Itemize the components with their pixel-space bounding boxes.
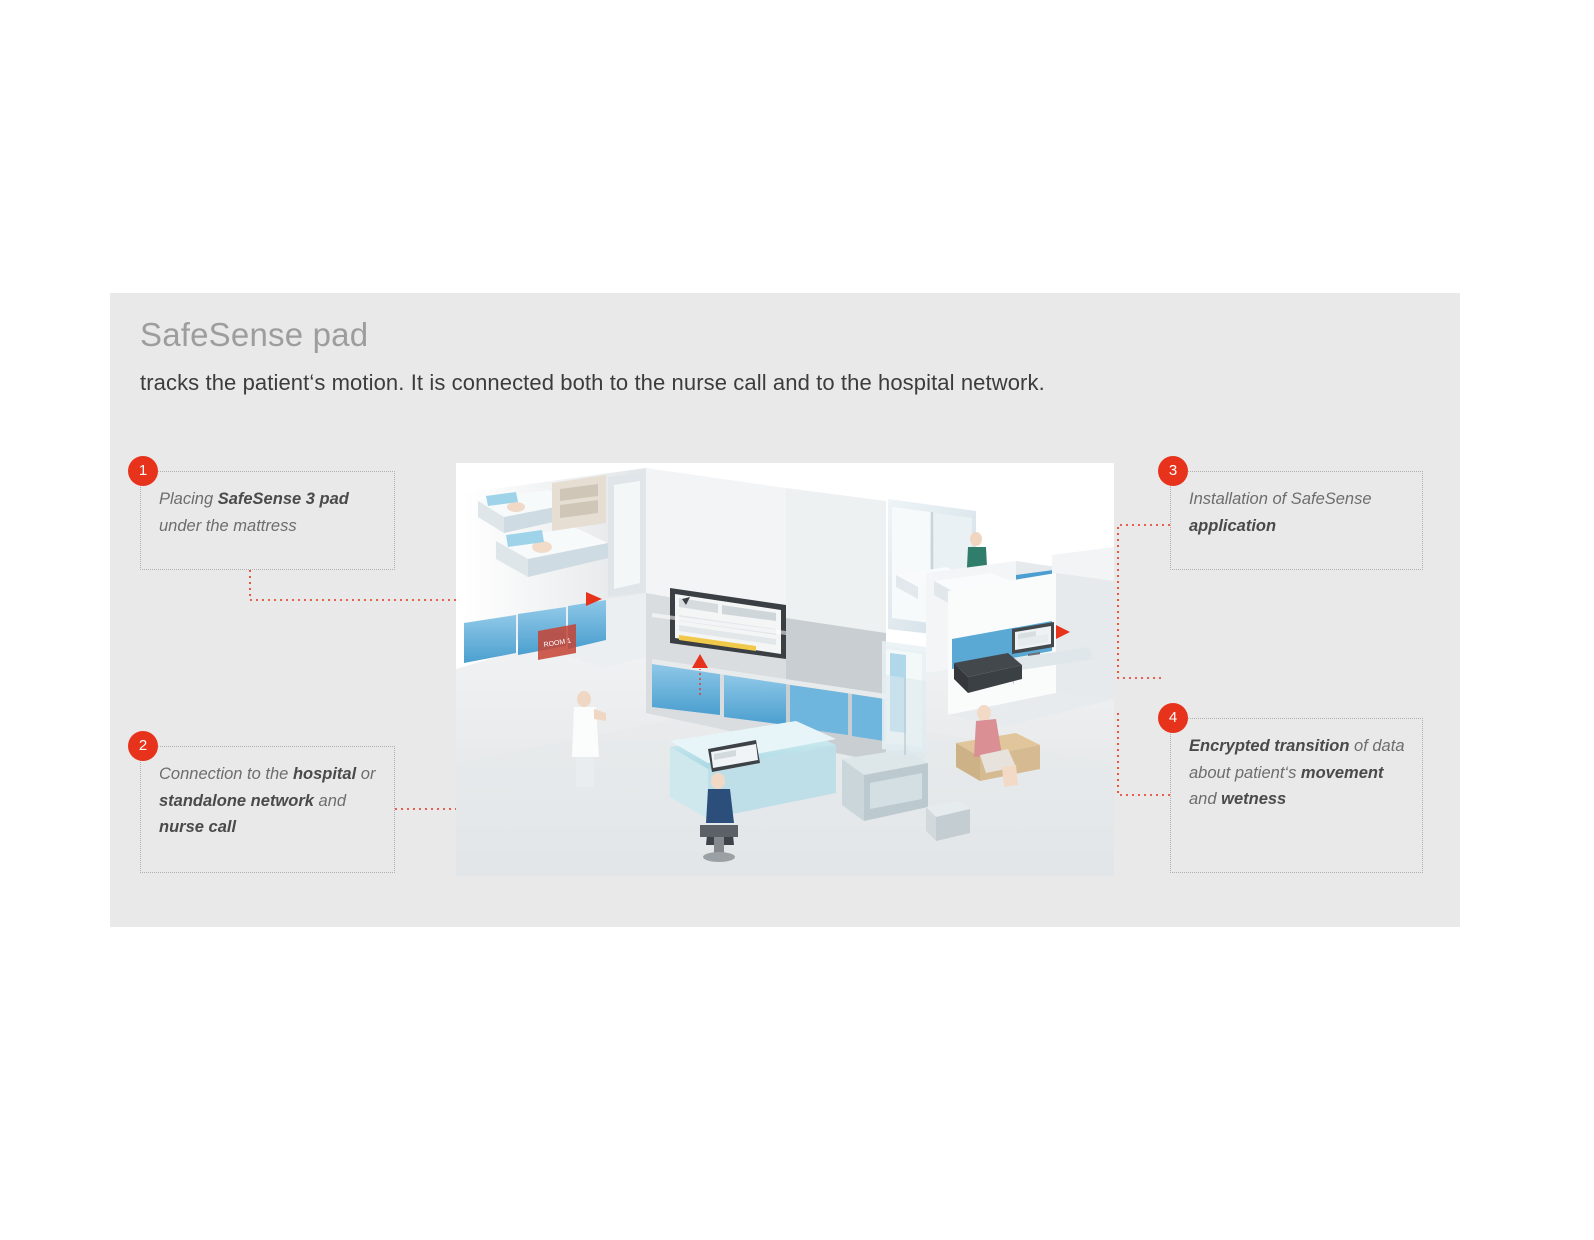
callout-2-seg-5: nurse call <box>159 818 237 837</box>
callout-3-badge: 3 <box>1158 456 1188 486</box>
callout-1-seg-0: Placing <box>159 490 218 508</box>
hospital-ward-illustration <box>456 463 1114 876</box>
callout-1-text <box>159 486 378 539</box>
callout-3-text <box>1189 486 1406 539</box>
callout-2-seg-4: and <box>313 791 347 810</box>
callout-3-seg-1: application <box>1189 516 1277 535</box>
callout-4 <box>1170 718 1423 873</box>
callout-1-seg-2: under the mattress <box>159 516 297 535</box>
page-title: SafeSense pad <box>140 316 369 353</box>
callout-3-seg-0: Installation of SafeSense <box>1189 490 1372 508</box>
callout-1 <box>140 471 395 570</box>
room-sign-1: ROOM 1 <box>543 637 572 649</box>
callout-2-seg-3: standalone network <box>159 791 314 810</box>
callout-4-seg-1: of data about patient‘s <box>1189 737 1405 782</box>
ward-scene-svg <box>456 463 1114 876</box>
callout-4-badge: 4 <box>1158 703 1188 733</box>
callout-3 <box>1170 471 1423 570</box>
callout-2-seg-1: hospital <box>292 765 357 783</box>
callout-4-text <box>1189 733 1406 813</box>
callout-1-seg-1: SafeSense 3 pad <box>217 490 349 508</box>
callout-2 <box>140 746 395 873</box>
callout-2-seg-0: Connection to the <box>159 765 293 783</box>
callout-2-seg-2: or <box>356 765 376 783</box>
callout-1-badge: 1 <box>128 456 158 486</box>
page-subtitle: tracks the patient‘s motion. It is connected both to the nurse call and to the hospital network. <box>140 370 1045 395</box>
callout-2-badge: 2 <box>128 731 158 761</box>
callout-2-text <box>159 761 378 841</box>
callout-4-seg-3: and <box>1189 790 1222 809</box>
callout-4-seg-4: wetness <box>1221 790 1287 809</box>
slide-panel <box>110 293 1460 927</box>
callout-4-seg-2: movement <box>1300 763 1384 782</box>
callout-4-seg-0: Encrypted transition <box>1189 737 1350 755</box>
